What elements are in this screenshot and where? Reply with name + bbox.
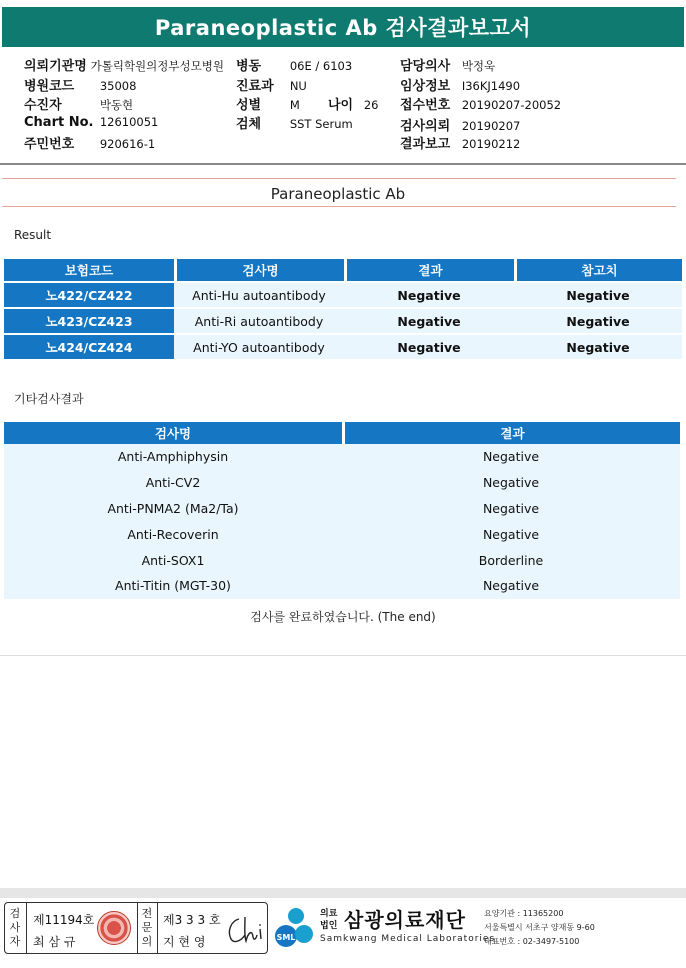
table-row	[4, 496, 680, 522]
receipt-no-value: 20190207-20052	[461, 98, 562, 112]
end-message: 검사를 완료하였습니다. (The end)	[250, 610, 436, 624]
hospital-code-value: 35008	[99, 79, 137, 93]
col-header-result: 결과	[342, 422, 680, 444]
patient-value: 박동현	[99, 98, 134, 112]
test-result: Negative	[344, 333, 514, 359]
reference-value: Negative	[514, 281, 682, 307]
tester-seal-icon	[97, 911, 131, 945]
age-label: 나이	[328, 98, 354, 113]
specialist-signature-icon	[225, 913, 265, 950]
test-name: Anti-PNMA2 (Ma2/Ta)	[4, 496, 342, 522]
test-result: Negative	[342, 444, 680, 470]
test-name: Anti-Recoverin	[4, 521, 342, 547]
age-value: 26	[363, 98, 379, 112]
patient-field	[24, 94, 133, 113]
table-row	[4, 470, 680, 496]
section-top-divider	[2, 178, 676, 179]
hospital-code-label: 병원코드	[24, 79, 75, 94]
result-header-row	[4, 259, 682, 281]
receipt-no-field	[400, 94, 561, 113]
resident-no-value: 920616-1	[99, 137, 156, 151]
result-label: Result	[14, 228, 52, 242]
reference-value: Negative	[514, 307, 682, 333]
other-header-row	[4, 422, 680, 444]
logo-text: SML	[276, 933, 296, 942]
test-name: Anti-SOX1	[4, 547, 342, 573]
chart-no-field	[24, 115, 158, 130]
chart-no-label: Chart No.	[24, 115, 94, 130]
col-header-test-name: 검사명	[4, 422, 342, 444]
insurance-code: 노423/CZ423	[4, 307, 174, 333]
section-title: Paraneoplastic Ab	[270, 185, 406, 203]
col-header-code: 보험코드	[4, 259, 174, 281]
report-date-field	[400, 133, 520, 152]
org-name: 삼광의료재단	[344, 908, 466, 932]
signature-box	[4, 902, 268, 954]
clinical-info-field	[400, 75, 520, 94]
test-name: Anti-YO autoantibody	[174, 333, 344, 359]
doctor-value: 박정욱	[461, 59, 496, 73]
test-name: Anti-Hu autoantibody	[174, 281, 344, 307]
specialist-label: 전문의	[141, 907, 153, 948]
request-date-field	[400, 115, 520, 134]
specialist-license-no: 제3 3 3 호	[163, 913, 221, 927]
doctor-label: 담당의사	[400, 59, 451, 74]
org-phone: 대표번호 : 02-3497-5100	[484, 937, 580, 946]
other-results-table	[4, 422, 680, 599]
signature-separator	[157, 903, 158, 953]
dept-label: 진료과	[236, 79, 274, 94]
test-result: Negative	[342, 521, 680, 547]
request-date-value: 20190207	[461, 119, 521, 133]
test-result: Negative	[342, 496, 680, 522]
table-row	[4, 521, 680, 547]
org-address: 서울특별시 서초구 양재동 9-60	[484, 923, 595, 932]
test-name: Anti-Ri autoantibody	[174, 307, 344, 333]
hospital-code-field	[24, 75, 136, 94]
doctor-field	[400, 55, 495, 74]
table-row	[4, 444, 680, 470]
clinical-info-value: I36KJ1490	[461, 79, 521, 93]
report-header	[0, 47, 686, 165]
page-divider	[0, 655, 686, 656]
report-date-value: 20190212	[461, 137, 521, 151]
chart-no-value: 12610051	[99, 115, 159, 129]
resident-no-field	[24, 133, 155, 152]
specimen-value: SST Serum	[289, 117, 353, 131]
report-date-label: 결과보고	[400, 137, 451, 152]
sml-logo-icon	[274, 906, 318, 955]
col-header-result: 결과	[344, 259, 514, 281]
table-row	[4, 281, 682, 307]
resident-no-label: 주민번호	[24, 137, 75, 152]
sex-value: M	[289, 98, 300, 112]
test-name: Anti-Amphiphysin	[4, 444, 342, 470]
signature-separator	[26, 903, 27, 953]
test-result: Negative	[344, 281, 514, 307]
dept-field	[236, 75, 307, 94]
institution-label: 의뢰기관명	[24, 59, 87, 74]
tester-license-no: 제11194호	[33, 913, 95, 927]
request-date-label: 검사의뢰	[400, 119, 451, 134]
institution-field	[24, 55, 224, 74]
tester-name: 최 삼 규	[33, 935, 76, 949]
institution-value: 가톨릭학원의정부성모병원	[90, 59, 224, 73]
table-row	[4, 547, 680, 573]
table-row	[4, 307, 682, 333]
other-results-label: 기타검사결과	[14, 392, 84, 406]
specimen-field	[236, 113, 353, 132]
test-name: Anti-Titin (MGT-30)	[4, 573, 342, 599]
org-english-name: Samkwang Medical Laboratories	[320, 934, 496, 944]
col-header-reference: 참고치	[514, 259, 682, 281]
ward-field	[236, 55, 352, 74]
report-title: Paraneoplastic Ab 검사결과보고서	[2, 7, 684, 47]
tester-label: 검사자	[9, 907, 21, 948]
org-code: 요양기관 : 11365200	[484, 909, 564, 918]
col-header-test-name: 검사명	[174, 259, 344, 281]
lab-logo-area	[274, 902, 684, 958]
clinical-info-label: 임상정보	[400, 79, 451, 94]
result-table	[4, 259, 682, 359]
sex-label: 성별	[236, 98, 262, 113]
age-field	[328, 94, 378, 113]
patient-label: 수진자	[24, 98, 62, 113]
specimen-label: 검체	[236, 117, 262, 132]
section-bottom-divider	[2, 206, 676, 207]
test-result: Negative	[342, 573, 680, 599]
test-result: Negative	[342, 470, 680, 496]
insurance-code: 노424/CZ424	[4, 333, 174, 359]
ward-label: 병동	[236, 59, 262, 74]
org-info	[484, 907, 595, 949]
insurance-code: 노422/CZ422	[4, 281, 174, 307]
dept-value: NU	[289, 79, 307, 93]
specialist-name: 지 현 영	[163, 935, 206, 949]
reference-value: Negative	[514, 333, 682, 359]
sex-field	[236, 94, 300, 113]
ward-value: 06E / 6103	[289, 59, 353, 73]
org-type: 의료법인	[320, 909, 338, 931]
test-result: Borderline	[342, 547, 680, 573]
table-row	[4, 333, 682, 359]
test-result: Negative	[344, 307, 514, 333]
receipt-no-label: 접수번호	[400, 98, 451, 113]
test-name: Anti-CV2	[4, 470, 342, 496]
table-row	[4, 573, 680, 599]
footer-bar	[0, 888, 686, 898]
signature-separator	[137, 903, 138, 953]
